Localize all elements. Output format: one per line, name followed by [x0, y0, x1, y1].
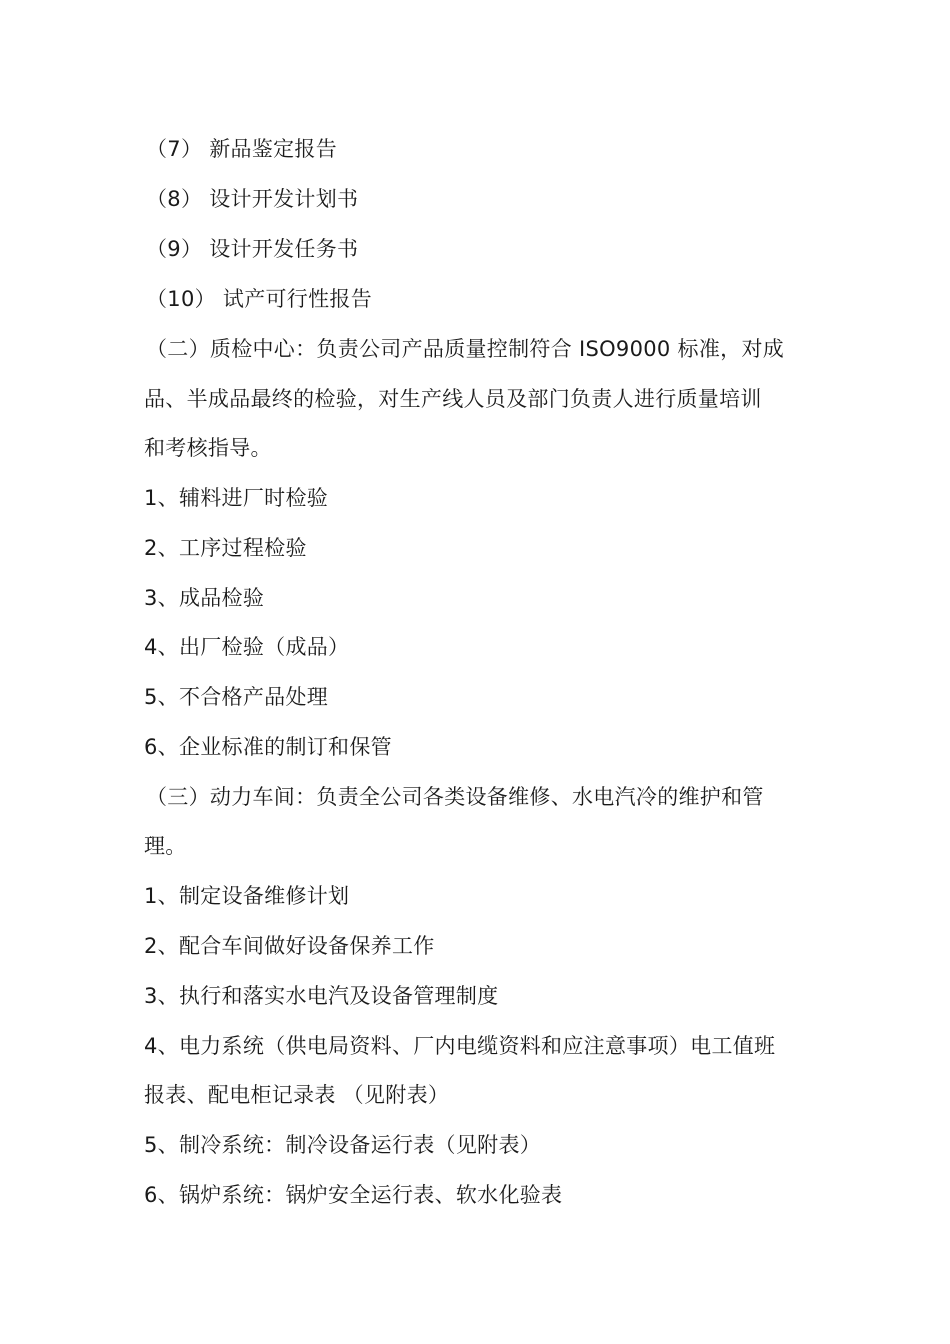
qc-item-6: 6、企业标准的制订和保管 [144, 735, 392, 759]
section-power-workshop-line-1: （三）动力车间：负责全公司各类设备维修、水电汽冷的维护和管 [146, 785, 764, 809]
item-8-design-plan: （8） 设计开发计划书 [146, 187, 359, 211]
section-qc-center-line-1: （二）质检中心：负责公司产品质量控制符合 ISO9000 标准，对成 [146, 337, 785, 361]
power-item-1: 1、制定设备维修计划 [144, 884, 350, 908]
power-item-4-line-2: 报表、配电柜记录表 （见附表） [144, 1083, 450, 1107]
power-item-3: 3、执行和落实水电汽及设备管理制度 [144, 984, 499, 1008]
qc-item-2: 2、工序过程检验 [144, 536, 307, 560]
qc-item-3: 3、成品检验 [144, 586, 265, 610]
power-item-2: 2、配合车间做好设备保养工作 [144, 934, 435, 958]
qc-item-5: 5、不合格产品处理 [144, 685, 329, 709]
section-qc-center-line-2: 品、半成品最终的检验，对生产线人员及部门负责人进行质量培训 [144, 387, 762, 411]
section-power-workshop-line-2: 理。 [144, 834, 187, 858]
item-7-new-product-report: （7） 新品鉴定报告 [146, 137, 338, 161]
power-item-4-line-1: 4、电力系统（供电局资料、厂内电缆资料和应注意事项）电工值班 [144, 1034, 776, 1058]
qc-item-4: 4、出厂检验（成品） [144, 635, 350, 659]
qc-item-1: 1、辅料进厂时检验 [144, 486, 329, 510]
item-10-trial-feasibility: （10） 试产可行性报告 [146, 287, 372, 311]
section-qc-center-line-3: 和考核指导。 [144, 436, 272, 460]
power-item-5: 5、制冷系统：制冷设备运行表（见附表） [144, 1133, 542, 1157]
item-9-design-task: （9） 设计开发任务书 [146, 237, 359, 261]
power-item-6: 6、锅炉系统：锅炉安全运行表、软水化验表 [144, 1183, 563, 1207]
